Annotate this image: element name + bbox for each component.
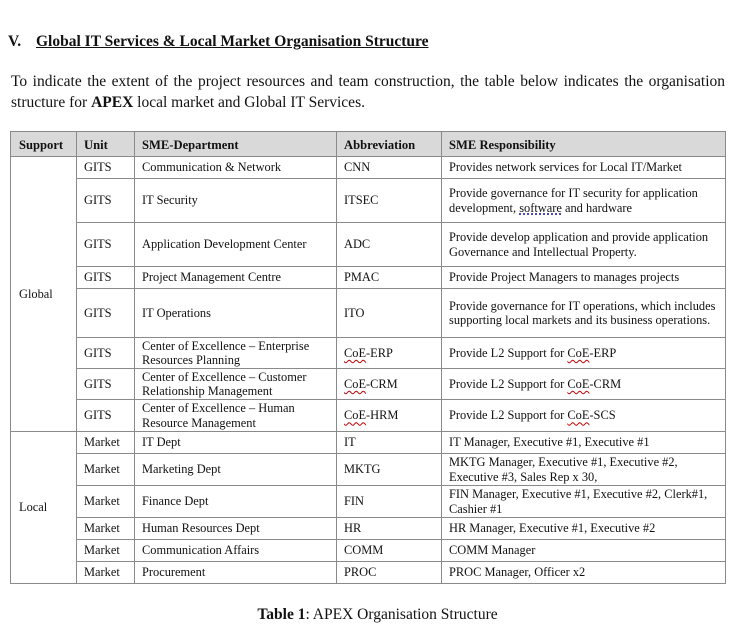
abbr-cell: PROC xyxy=(337,562,442,584)
header-support: Support xyxy=(11,132,77,157)
dept-cell: Communication & Network xyxy=(135,157,337,179)
abbr-text-flagged: CoE xyxy=(344,376,367,391)
unit-cell: GITS xyxy=(77,289,135,338)
resp-text: and hardware xyxy=(561,200,633,215)
resp-text: Provide L2 Support for xyxy=(449,345,568,360)
abbr-text: -CRM xyxy=(366,376,398,391)
dept-cell: Center of Excellence – Enterprise Resources Planning xyxy=(135,338,337,369)
support-cell-global: Global xyxy=(11,157,77,432)
section-number: V. xyxy=(8,33,22,50)
resp-text-flagged: software xyxy=(519,200,562,215)
dept-cell: Marketing Dept xyxy=(135,454,337,486)
unit-cell: Market xyxy=(77,486,135,518)
table-caption xyxy=(0,606,755,624)
table-row xyxy=(11,338,726,369)
table-row xyxy=(11,179,726,223)
resp-text-flagged: CoE xyxy=(567,376,590,391)
abbr-cell: MKTG xyxy=(337,454,442,486)
dept-cell: IT Operations xyxy=(135,289,337,338)
table-row xyxy=(11,267,726,289)
resp-cell: Provides network services for Local IT/Market xyxy=(442,157,726,179)
intro-paragraph xyxy=(11,71,725,113)
unit-cell: GITS xyxy=(77,157,135,179)
abbr-cell: ITSEC xyxy=(337,179,442,223)
header-sme-responsibility: SME Responsibility xyxy=(442,132,726,157)
resp-text: -ERP xyxy=(589,345,617,360)
table-header-row xyxy=(11,132,726,157)
resp-cell: Provide governance for IT operations, which includes supporting local markets and its business operations. xyxy=(442,289,726,338)
resp-text: -SCS xyxy=(589,408,616,423)
table-row xyxy=(11,432,726,454)
abbr-cell xyxy=(337,338,442,369)
table-row xyxy=(11,289,726,338)
abbr-text-flagged: CoE xyxy=(344,408,367,423)
resp-cell: COMM Manager xyxy=(442,540,726,562)
unit-cell: GITS xyxy=(77,369,135,400)
caption-label: Table 1 xyxy=(257,606,306,623)
dept-cell: Project Management Centre xyxy=(135,267,337,289)
resp-text: -CRM xyxy=(589,376,622,391)
organisation-table xyxy=(10,131,726,584)
table-row xyxy=(11,400,726,432)
resp-cell: Provide Project Managers to manages projects xyxy=(442,267,726,289)
abbr-text-flagged: CoE xyxy=(344,345,367,360)
resp-text: Provide governance for IT security for application development, xyxy=(449,186,698,215)
dept-cell: Center of Excellence – Human Resource Management xyxy=(135,400,337,432)
dept-cell: IT Dept xyxy=(135,432,337,454)
dept-cell: Procurement xyxy=(135,562,337,584)
resp-cell xyxy=(442,400,726,432)
unit-cell: GITS xyxy=(77,267,135,289)
table-row xyxy=(11,369,726,400)
resp-text-flagged: CoE xyxy=(567,408,590,423)
dept-cell: Communication Affairs xyxy=(135,540,337,562)
abbr-cell: HR xyxy=(337,518,442,540)
unit-cell: GITS xyxy=(77,338,135,369)
table-row xyxy=(11,562,726,584)
resp-cell xyxy=(442,179,726,223)
table-row xyxy=(11,223,726,267)
resp-text: Provide L2 Support for xyxy=(449,408,568,423)
resp-cell xyxy=(442,338,726,369)
section-heading xyxy=(8,33,429,51)
abbr-cell xyxy=(337,369,442,400)
resp-cell xyxy=(442,369,726,400)
abbr-cell: FIN xyxy=(337,486,442,518)
table-row xyxy=(11,157,726,179)
unit-cell: Market xyxy=(77,518,135,540)
resp-cell: MKTG Manager, Executive #1, Executive #2, Executive #3, Sales Rep x 30, xyxy=(442,454,726,486)
dept-cell: IT Security xyxy=(135,179,337,223)
intro-text-end: local market and Global IT Services. xyxy=(133,94,365,111)
resp-cell: HR Manager, Executive #1, Executive #2 xyxy=(442,518,726,540)
table-row xyxy=(11,518,726,540)
abbr-cell: ITO xyxy=(337,289,442,338)
unit-cell: Market xyxy=(77,454,135,486)
header-abbreviation: Abbreviation xyxy=(337,132,442,157)
resp-cell: FIN Manager, Executive #1, Executive #2, Clerk#1, Cashier #1 xyxy=(442,486,726,518)
abbr-cell xyxy=(337,400,442,432)
support-cell-local: Local xyxy=(11,432,77,584)
abbr-cell: COMM xyxy=(337,540,442,562)
abbr-cell: PMAC xyxy=(337,267,442,289)
table-row xyxy=(11,486,726,518)
dept-cell: Human Resources Dept xyxy=(135,518,337,540)
unit-cell: Market xyxy=(77,540,135,562)
intro-text: To indicate the extent of the project resources and team construction, the table below indicates the organisation structure for xyxy=(11,73,725,111)
resp-cell: PROC Manager, Officer x2 xyxy=(442,562,726,584)
abbr-text: -HRM xyxy=(366,408,399,423)
resp-cell: Provide develop application and provide application Governance and Intellectual Property. xyxy=(442,223,726,267)
resp-text-flagged: CoE xyxy=(567,345,590,360)
abbr-cell: IT xyxy=(337,432,442,454)
table-row xyxy=(11,540,726,562)
intro-bold-company: APEX xyxy=(91,94,134,111)
unit-cell: GITS xyxy=(77,179,135,223)
resp-text: Provide L2 Support for xyxy=(449,376,568,391)
table-row xyxy=(11,454,726,486)
abbr-text: -ERP xyxy=(366,345,393,360)
unit-cell: GITS xyxy=(77,400,135,432)
dept-cell: Finance Dept xyxy=(135,486,337,518)
header-sme-department: SME-Department xyxy=(135,132,337,157)
caption-text: : APEX Organisation Structure xyxy=(305,606,498,623)
section-title: Global IT Services & Local Market Organisation Structure xyxy=(36,33,429,50)
dept-cell: Application Development Center xyxy=(135,223,337,267)
header-unit: Unit xyxy=(77,132,135,157)
unit-cell: GITS xyxy=(77,223,135,267)
resp-cell: IT Manager, Executive #1, Executive #1 xyxy=(442,432,726,454)
unit-cell: Market xyxy=(77,432,135,454)
unit-cell: Market xyxy=(77,562,135,584)
dept-cell: Center of Excellence – Customer Relationship Management xyxy=(135,369,337,400)
abbr-cell: CNN xyxy=(337,157,442,179)
abbr-cell: ADC xyxy=(337,223,442,267)
